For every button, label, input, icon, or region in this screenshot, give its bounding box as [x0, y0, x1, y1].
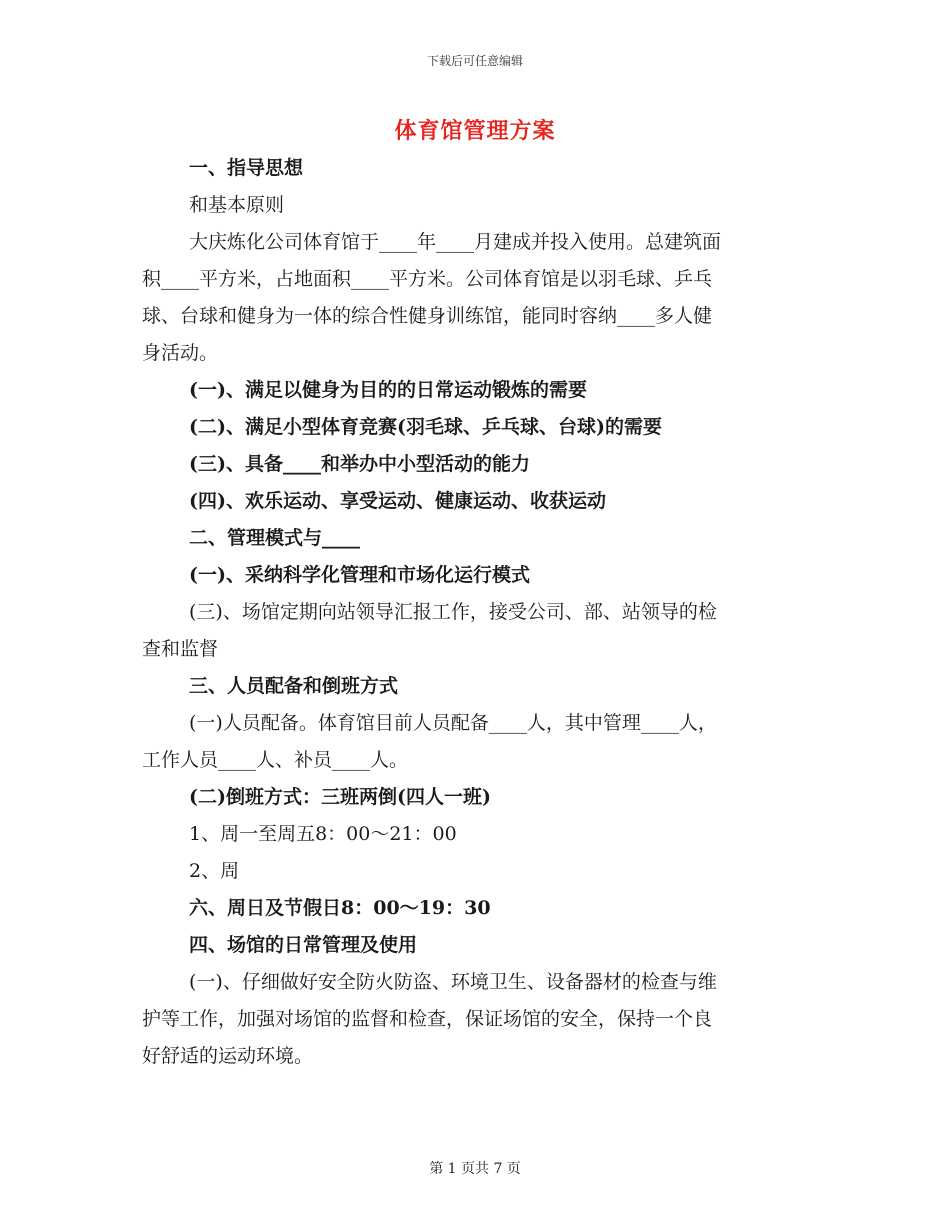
paragraph-line: 1、周一至周五8：00～21：00: [189, 823, 457, 845]
paragraph-line: (三)、场馆定期向站领导汇报工作，接受公司、部、站领导的检: [189, 601, 717, 623]
document-title: 体育馆管理方案: [394, 118, 556, 144]
paragraph-line: 护等工作，加强对场馆的监督和检查，保证场馆的安全，保持一个良: [142, 1008, 713, 1030]
paragraph-line: (一)、满足以健身为目的的日常运动锻炼的需要: [189, 379, 587, 401]
paragraph-line: 六、周日及节假日8：00～19：30: [189, 897, 491, 919]
paragraph-line: 一、指导思想: [189, 157, 304, 179]
paragraph-line: (一)人员配备。体育馆目前人员配备____人，其中管理____人，: [189, 712, 717, 734]
paragraph-line: (一)、仔细做好安全防火防盗、环境卫生、设备器材的检查与维: [189, 971, 717, 993]
paragraph-line: 二、管理模式与____: [189, 527, 361, 549]
paragraph-line: (二)、满足小型体育竞赛(羽毛球、乒乓球、台球)的需要: [189, 416, 662, 438]
paragraph-line: 四、场馆的日常管理及使用: [189, 934, 418, 956]
paragraph-line: 2、周: [189, 860, 240, 882]
paragraph-line: 积____平方米，占地面积____平方米。公司体育馆是以羽毛球、乒乓: [142, 268, 713, 290]
document-body: [142, 150, 802, 1075]
paragraph-line: 工作人员____人、补员____人。: [142, 749, 409, 771]
page-footer: 第 1 页共 7 页: [429, 1161, 521, 1177]
paragraph-line: 球、台球和健身为一体的综合性健身训练馆，能同时容纳____多人健: [142, 305, 713, 327]
paragraph-line: (一)、采纳科学化管理和市场化运行模式: [189, 564, 530, 586]
paragraph-line: 和基本原则: [189, 194, 285, 216]
page-header: 下载后可任意编辑: [426, 54, 523, 68]
paragraph-line: (三)、具备____和举办中小型活动的能力: [189, 453, 530, 475]
paragraph-line: 三、人员配备和倒班方式: [189, 675, 399, 697]
paragraph-line: 大庆炼化公司体育馆于____年____月建成并投入使用。总建筑面: [189, 231, 722, 253]
paragraph-line: 好舒适的运动环境。: [142, 1045, 314, 1067]
paragraph-line: (二)倒班方式：三班两倒(四人一班): [189, 786, 491, 808]
paragraph-line: 查和监督: [142, 638, 219, 660]
paragraph-line: (四)、欢乐运动、享受运动、健康运动、收获运动: [189, 490, 606, 512]
paragraph-line: 身活动。: [142, 342, 219, 364]
